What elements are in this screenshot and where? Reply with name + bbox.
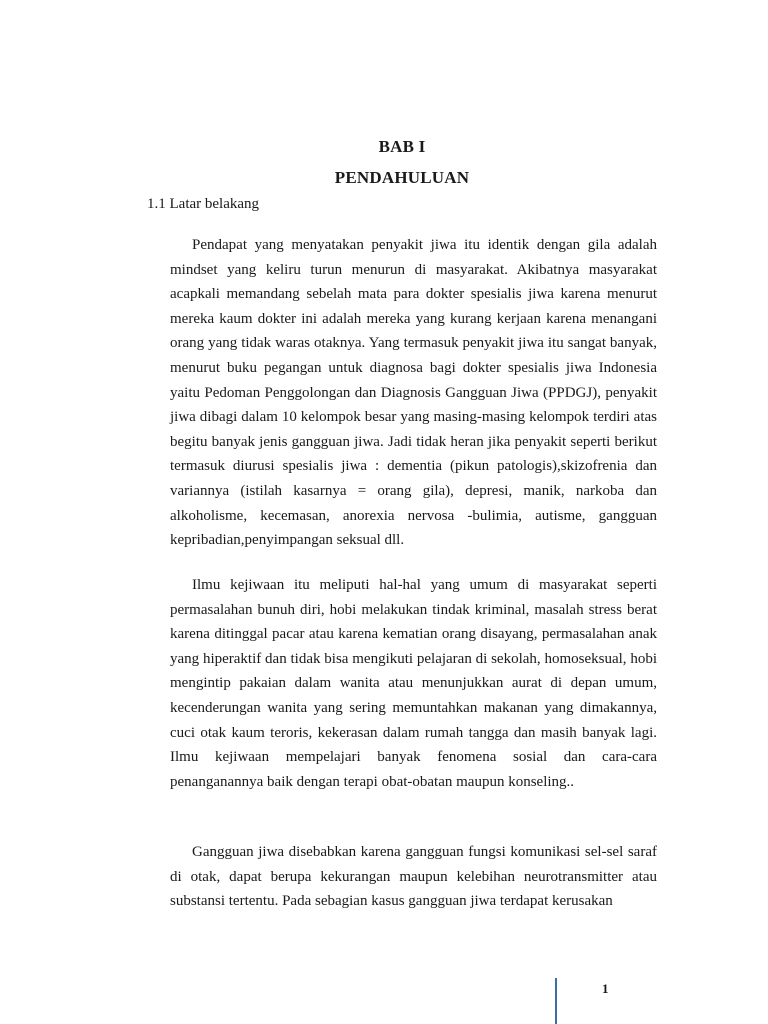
paragraph: Ilmu kejiwaan itu meliputi hal-hal yang umum di masyarakat seperti permasalahan bunuh diri, hobi melakukan tindak kriminal, masalah stress berat karena ditinggal pacar atau karena kematian orang disayang, permasalahan anak yang hiperaktif dan tidak bisa mengikuti pelajaran di sekolah, homoseksual, hobi mengintip pakaian dalam wanita atau menunjukkan aurat di depan umum, kecenderungan wanita yang sering memuntahkan makanan yang dimakannya, cuci otak kaum teroris, kekerasan dalam rumah tangga dan masih banyak lagi. Ilmu kejiwaan mempelajari banyak fenomena sosial dan cara-cara penanganannya baik dengan terapi obat-obatan maupun konseling.. — [170, 577, 657, 790]
paragraph: Gangguan jiwa disebabkan karena gangguan fungsi komunikasi sel-sel saraf di otak, dapat berupa kekurangan maupun kelebihan neurotransmitter atau substansi tertentu. Pada sebagian kasus gangguan jiwa terdapat kerusakan — [170, 844, 657, 910]
section-heading: 1.1 Latar belakang — [147, 196, 260, 212]
page-number: 1 — [602, 981, 609, 996]
chapter-title: PENDAHULUAN — [334, 168, 470, 187]
chapter-number: BAB I — [378, 137, 426, 156]
paragraph: Pendapat yang menyatakan penyakit jiwa itu identik dengan gila adalah mindset yang keliru turun menurun di masyarakat. Akibatnya masyarakat acapkali memandang sebelah mata para dokter spesialis jiwa karena menurut mereka kaum dokter ini adalah mereka yang kurang kerjaan karena menangani orang yang tidak waras otaknya. Yang termasuk penyakit jiwa itu sangat banyak, menurut buku pegangan untuk diagnosa bagi dokter spesialis jiwa Indonesia yaitu Pedoman Penggolongan dan Diagnosis Gangguan Jiwa (PPDGJ), penyakit jiwa dibagi dalam 10 kelompok besar yang masing-masing kelompok terdiri atas begitu banyak jenis gangguan jiwa. Jadi tidak heran jika penyakit seperti berikut termasuk diurusi spesialis jiwa : dementia (pikun patologis),skizofrenia dan variannya (istilah kasarnya = orang gila), depresi, manik, narkoba dan alkoholisme, kecemasan, anorexia nervosa -bulimia, autisme, gangguan kepribadian,penyimpangan seksual dll. — [170, 237, 657, 549]
footer-divider — [555, 978, 557, 1024]
